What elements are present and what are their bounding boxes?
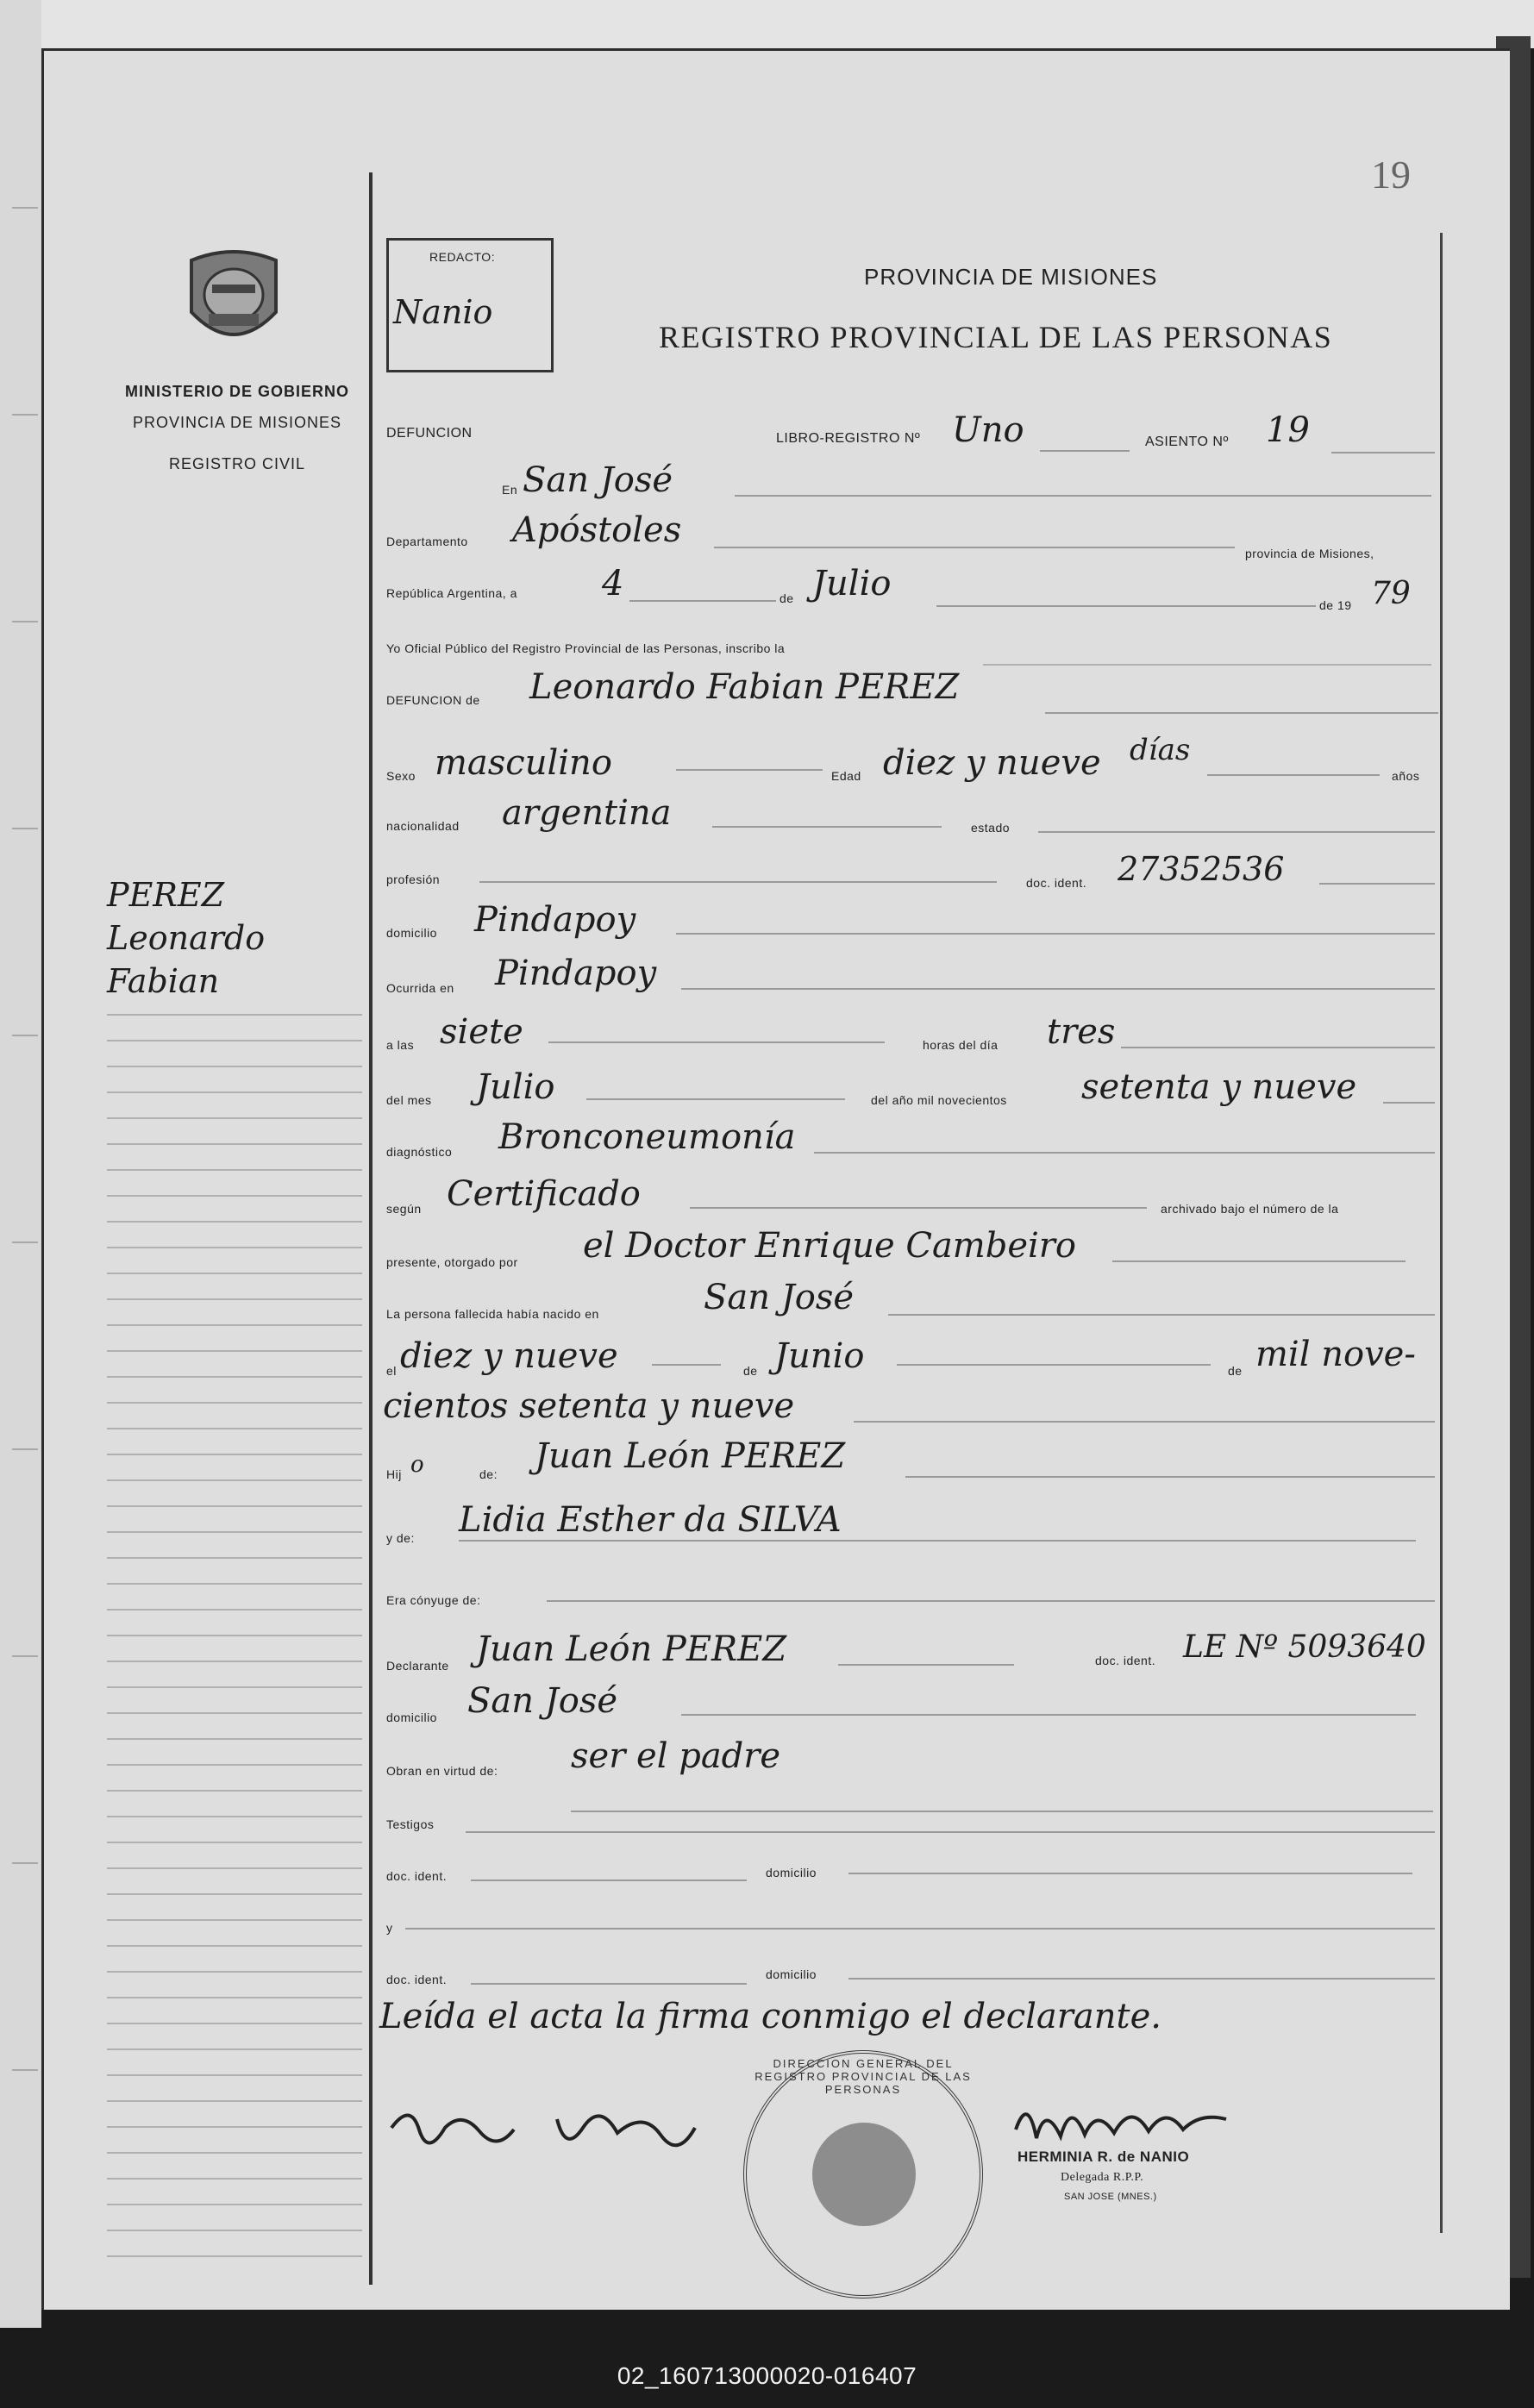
ocurrida-label: Ocurrida en	[386, 981, 454, 995]
page-number: 19	[1371, 153, 1411, 197]
provincia-label: provincia de Misiones,	[1245, 547, 1374, 560]
margin-ruled-line	[107, 1971, 362, 1973]
hora-value: siete	[440, 1012, 523, 1052]
diagnostico-label: diagnóstico	[386, 1145, 453, 1159]
el-label: el	[386, 1364, 397, 1378]
defuncion-de-label: DEFUNCION de	[386, 693, 480, 707]
libro-value: Uno	[952, 410, 1024, 450]
margin-ruled-line	[107, 1169, 362, 1171]
margin-ruled-line	[107, 1712, 362, 1714]
departamento-value: Apóstoles	[512, 510, 682, 550]
ministry-line-2: PROVINCIA DE MISIONES	[132, 414, 342, 431]
archivado-label: archivado bajo el número de la	[1161, 1202, 1339, 1216]
libro-label: LIBRO-REGISTRO Nº	[776, 431, 921, 446]
margin-ruled-line	[107, 1790, 362, 1792]
segun-value: Certificado	[447, 1174, 641, 1214]
father-value: Juan León PEREZ	[535, 1436, 846, 1476]
margin-ruled-line	[107, 1324, 362, 1326]
right-rule	[1440, 233, 1443, 2233]
official-name: HERMINIA R. de NANIO	[1017, 2148, 1190, 2165]
oficial-text: Yo Oficial Público del Registro Provincial de las Personas, inscribo la	[386, 641, 786, 655]
sexo-label: Sexo	[386, 769, 416, 783]
nacido-label: La persona fallecida había nacido en	[386, 1307, 599, 1321]
margin-ruled-line	[107, 1479, 362, 1481]
crest-icon	[183, 243, 285, 357]
official-place: SAN JOSE (MNES.)	[1064, 2192, 1157, 2202]
birth-month-value: Junio	[774, 1336, 865, 1376]
presente-label: presente, otorgado por	[386, 1255, 518, 1269]
margin-ruled-line	[107, 1505, 362, 1507]
margin-ruled-line	[107, 2178, 362, 2180]
birth-year-part1: mil nove-	[1255, 1335, 1416, 1374]
deceased-value: Leonardo Fabian PEREZ	[529, 667, 960, 707]
birth-year-part2: cientos setenta y nueve	[383, 1386, 795, 1426]
anos-label: años	[1392, 769, 1420, 783]
doc-ident-label-2: doc. ident.	[1095, 1654, 1156, 1667]
year-value: 79	[1371, 576, 1411, 611]
estado-label: estado	[971, 821, 1011, 835]
asiento-value: 19	[1266, 410, 1310, 450]
margin-ruled-line	[107, 1635, 362, 1636]
margin-ruled-line	[107, 2126, 362, 2128]
margin-ruled-line	[107, 1350, 362, 1352]
testigos-label: Testigos	[386, 1817, 435, 1831]
mes-label: del mes	[386, 1093, 432, 1107]
ministry-line-3: REGISTRO CIVIL	[168, 455, 306, 472]
margin-ruled-line	[107, 1945, 362, 1947]
republica-label: República Argentina, a	[386, 586, 517, 600]
margin-surname: PEREZ	[107, 876, 225, 914]
declarante-value: Juan León PEREZ	[476, 1629, 787, 1669]
domicilio-value: Pindapoy	[474, 900, 636, 940]
top-paper-strip	[41, 0, 1534, 48]
margin-ruled-line	[107, 2100, 362, 2102]
de-label-4: de:	[479, 1467, 498, 1481]
official-title: Delegada R.P.P.	[1061, 2171, 1144, 2184]
margin-ruled-line	[107, 2204, 362, 2205]
margin-ruled-line	[107, 1066, 362, 1067]
doc-ident-label-4: doc. ident.	[386, 1973, 448, 1986]
de-label-3: de	[1228, 1364, 1243, 1378]
month-value: Julio	[812, 564, 892, 604]
image-label: 02_160713000020-016407	[617, 2362, 917, 2389]
presente-value: el Doctor Enrique Cambeiro	[583, 1226, 1077, 1266]
margin-ruled-line	[107, 1273, 362, 1274]
nacido-value: San José	[704, 1278, 855, 1317]
margin-ruled-line	[107, 1764, 362, 1766]
declarant-signature	[385, 2093, 712, 2162]
margin-ruled-line	[107, 1686, 362, 1688]
sexo-value: masculino	[435, 743, 612, 783]
horas-dia-label: horas del día	[923, 1038, 999, 1052]
conyuge-label: Era cónyuge de:	[386, 1593, 481, 1607]
diagnostico-value: Bronconeumonía	[498, 1117, 796, 1157]
dia-value: tres	[1047, 1012, 1116, 1052]
de-label-2: de	[743, 1364, 758, 1378]
en-label: En	[502, 483, 518, 497]
declarante-doc-value: LE Nº 5093640	[1183, 1629, 1426, 1665]
y-de-label: y de:	[386, 1531, 415, 1545]
obran-value: ser el padre	[571, 1736, 781, 1776]
redacto-label: REDACTO:	[429, 250, 496, 264]
doc-ident-label-3: doc. ident.	[386, 1869, 448, 1883]
asiento-label: ASIENTO Nº	[1145, 435, 1229, 449]
margin-ruled-line	[107, 1842, 362, 1843]
margin-ruled-line	[107, 1143, 362, 1145]
domicilio-label-3: domicilio	[766, 1866, 817, 1879]
segun-label: según	[386, 1202, 422, 1216]
province-title: PROVINCIA DE MISIONES	[864, 264, 1158, 290]
ministry-line-1: MINISTERIO DE GOBIERNO	[124, 383, 350, 400]
doc-ident-label: doc. ident.	[1026, 876, 1087, 890]
doc-ident-value: 27352536	[1118, 850, 1285, 888]
nacionalidad-value: argentina	[502, 793, 672, 833]
margin-first-name: Leonardo	[107, 919, 266, 957]
y-label: y	[386, 1921, 393, 1935]
margin-ruled-line	[107, 1298, 362, 1300]
obran-label: Obran en virtud de:	[386, 1764, 498, 1778]
book-left-page	[0, 0, 41, 2328]
margin-ruled-line	[107, 1221, 362, 1223]
edad-label: Edad	[831, 769, 861, 783]
ano-value: setenta y nueve	[1081, 1067, 1357, 1107]
margin-ruled-line	[107, 1014, 362, 1016]
margin-ruled-line	[107, 1583, 362, 1585]
departamento-label: Departamento	[386, 535, 468, 548]
margin-ruled-line	[107, 1867, 362, 1869]
ano-label: del año mil novecientos	[871, 1093, 1007, 1107]
margin-ruled-line	[107, 2152, 362, 2154]
hijo-suffix: o	[410, 1452, 424, 1478]
margin-ruled-line	[107, 1402, 362, 1404]
en-value: San José	[523, 460, 673, 500]
margin-ruled-line	[107, 1428, 362, 1429]
edad-unit: días	[1130, 733, 1191, 767]
margin-ruled-line	[107, 1816, 362, 1817]
margin-ruled-line	[107, 1454, 362, 1455]
margin-ruled-line	[107, 2255, 362, 2257]
margin-ruled-line	[107, 1195, 362, 1197]
margin-middle-name: Fabian	[107, 962, 220, 1000]
domicilio-label-4: domicilio	[766, 1967, 817, 1981]
hijo-label: Hij	[386, 1467, 402, 1481]
defuncion-label: DEFUNCION	[386, 426, 473, 441]
margin-ruled-line	[107, 1738, 362, 1740]
margin-ruled-line	[107, 2074, 362, 2076]
margin-ruled-line	[107, 1609, 362, 1611]
declarante-label: Declarante	[386, 1659, 449, 1673]
birth-day-value: diez y nueve	[400, 1336, 618, 1376]
registry-title: REGISTRO PROVINCIAL DE LAS PERSONAS	[659, 320, 1333, 354]
day-value: 4	[602, 564, 624, 604]
margin-ruled-line	[107, 1531, 362, 1533]
margin-ruled-line	[107, 1919, 362, 1921]
margin-rule	[369, 172, 373, 2285]
redacto-value: Nanio	[393, 293, 493, 331]
margin-ruled-line	[107, 1893, 362, 1895]
ocurrida-value: Pindapoy	[495, 954, 657, 993]
domicilio-label: domicilio	[386, 926, 437, 940]
margin-ruled-line	[107, 1557, 362, 1559]
registry-seal-icon	[743, 2050, 983, 2299]
margin-ruled-line	[107, 1376, 362, 1378]
profesion-label: profesión	[386, 873, 441, 886]
closing-statement: Leída el acta la firma conmigo el declarante.	[379, 1997, 1161, 2036]
official-signature	[1011, 2086, 1235, 2155]
margin-ruled-line	[107, 1661, 362, 1662]
margin-ruled-line	[107, 1040, 362, 1041]
de-label: de	[780, 591, 794, 605]
margin-ruled-line	[107, 1247, 362, 1248]
margin-ruled-line	[107, 2230, 362, 2231]
mes-value: Julio	[476, 1067, 555, 1107]
margin-ruled-line	[107, 2023, 362, 2024]
margin-ruled-line	[107, 1117, 362, 1119]
year-label: de 19	[1319, 598, 1352, 612]
seal-text: DIRECCION GENERAL DEL REGISTRO PROVINCIAL DE LAS PERSONAS	[754, 2057, 972, 2096]
margin-ruled-line	[107, 2048, 362, 2050]
mother-value: Lidia Esther da SILVA	[459, 1500, 842, 1540]
edad-value: diez y nueve	[883, 743, 1101, 783]
a-las-label: a las	[386, 1038, 415, 1052]
margin-ruled-line	[107, 1997, 362, 1998]
nacionalidad-label: nacionalidad	[386, 819, 460, 833]
declarante-domicilio-value: San José	[467, 1681, 618, 1721]
domicilio-label-2: domicilio	[386, 1711, 437, 1724]
margin-ruled-line	[107, 1091, 362, 1093]
